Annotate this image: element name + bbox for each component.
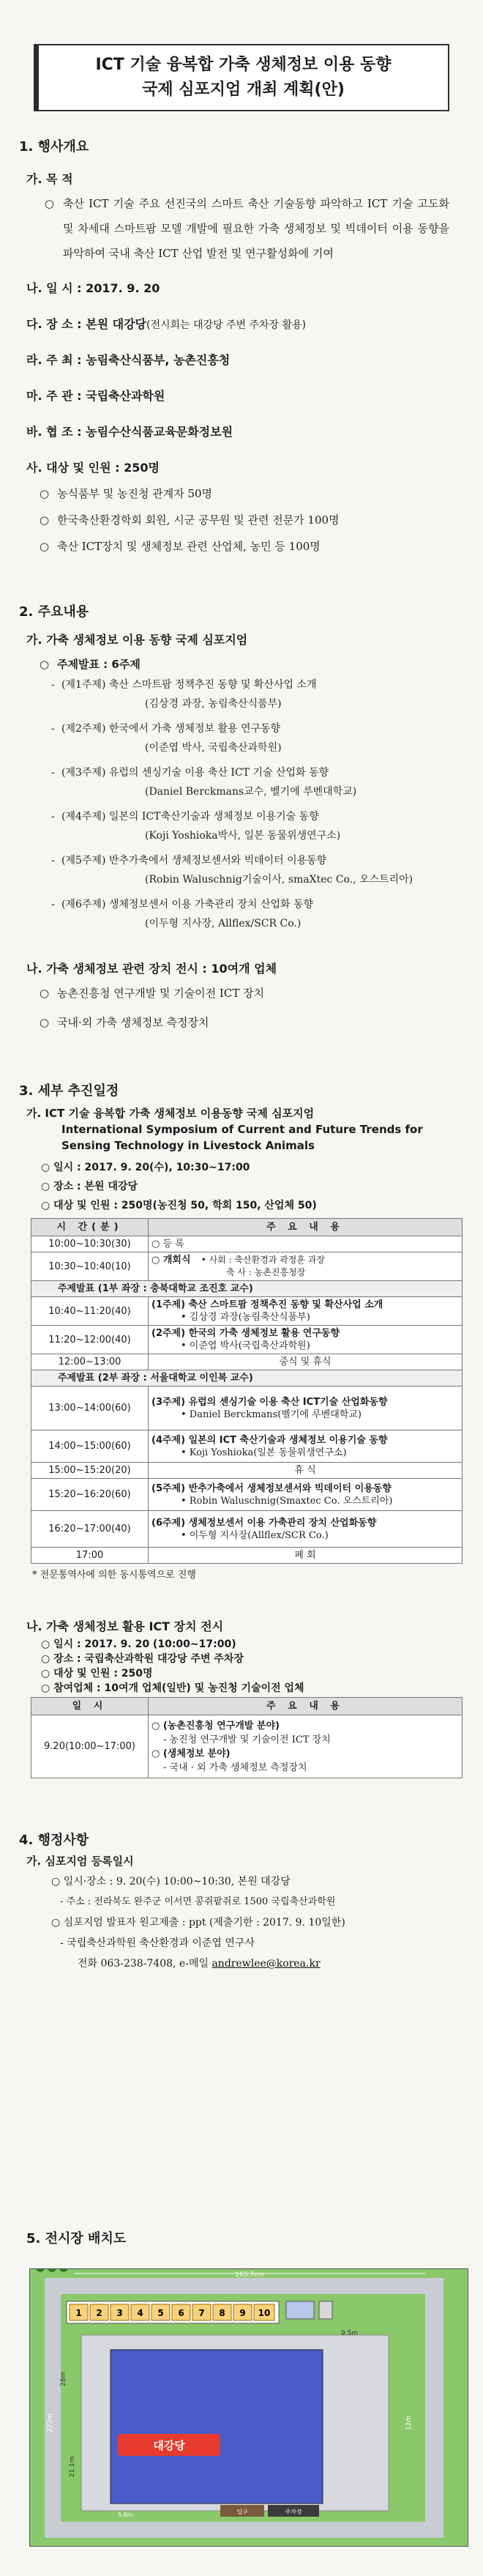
- event-organizer: 마. 주 관 : 국립축산과학원: [26, 389, 165, 403]
- exhibit-audience: ○ 대상 및 인원 : 250명: [41, 1668, 153, 1679]
- hall-label: 대강당: [153, 2439, 185, 2452]
- registration-line-4: - 국립축산과학원 축산환경과 이준엽 연구사: [60, 1937, 255, 1949]
- dim-bottom: 5.6m: [118, 2512, 133, 2518]
- table-row: 10:40~11:20(40) (1주제) 축산 스마트팜 정책추진 동향 및 확산사업 소개 • 김상경 과장(농림축산식품부): [31, 1297, 463, 1326]
- table-row: 10:00~10:30(30) ○ 등 록: [31, 1236, 463, 1252]
- topic-item: - (제5주제) 반추가축에서 생체정보센서와 빅데이터 이용동향: [51, 855, 327, 866]
- booth: [254, 2304, 274, 2320]
- topic-speaker: (김상경 과장, 농림축산식품부): [145, 698, 282, 710]
- svg-text:8: 8: [219, 2308, 225, 2318]
- contact-email-link[interactable]: andrewlee@korea.kr: [211, 1958, 321, 1970]
- entrance-label: 입구: [236, 2509, 248, 2515]
- contact-phone: 전화 063-238-7408, e-메일: [78, 1958, 212, 1970]
- trees: [36, 2269, 68, 2272]
- topic-speaker: (이두형 지사장, Allflex/SCR Co.): [145, 918, 302, 929]
- registration-line-3: ○ 심포지엄 발표자 원고제출 : ppt (제출기한 : 2017. 9. 10일한): [51, 1917, 345, 1929]
- svg-text:7: 7: [198, 2308, 205, 2318]
- table-row: 13:00~14:00(60) (3주제) 유럽의 센싱기술 이용 축산 ICT기술 산업화동향 • Daniel Berckmans(벨기에 루벤대학교): [31, 1387, 463, 1430]
- topic-speaker: (Koji Yoshioka박사, 일본 동물위생연구소): [145, 830, 341, 842]
- registration-line-5: [78, 1953, 464, 1974]
- table-row: 15:00~15:20(20) 휴 식: [31, 1463, 463, 1479]
- place-main: 다. 장 소 : 본원 대강당: [26, 317, 146, 331]
- topic-speaker: (Robin Waluschnig기술이사, smaXtec Co., 오스트리아): [145, 874, 413, 886]
- purpose-label: 가. 목 적: [26, 172, 73, 186]
- left-road: [45, 2278, 61, 2538]
- list-item: ○ 농식품부 및 농진청 관계자 50명: [40, 487, 213, 500]
- section-5-heading: 5. 전시장 배치도: [26, 2231, 127, 2246]
- event-date: 나. 일 시 : 2017. 9. 20: [26, 281, 160, 295]
- svg-text:9: 9: [239, 2308, 246, 2318]
- booth: [111, 2304, 129, 2320]
- event-place: [26, 315, 464, 332]
- booth: [151, 2304, 170, 2320]
- topics-label: ○ 주제발표 : 6주제: [40, 658, 141, 671]
- purpose-block: [19, 191, 464, 266]
- booth: [192, 2304, 211, 2320]
- exhibition-layout-map: [29, 2268, 468, 2547]
- table-session-row: 주제발표 (1부 좌장 : 충북대학교 조진호 교수): [31, 1281, 463, 1297]
- booth: [172, 2304, 190, 2320]
- exhibit-schedule-label: 나. 가축 생체정보 활용 ICT 장치 전시: [26, 1619, 224, 1633]
- right-road: [425, 2278, 443, 2538]
- list-item: ○ 축산 ICT장치 및 생체정보 관련 산업체, 농민 등 100명: [40, 540, 321, 553]
- side-building: [286, 2301, 314, 2319]
- table-note: * 전문통역사에 의한 동시통역으로 진행: [32, 1570, 196, 1581]
- booth: [233, 2304, 252, 2320]
- event-host: 라. 주 최 : 농림축산식품부, 농촌진흥청: [26, 353, 231, 367]
- circle-bullet: ○: [44, 197, 54, 210]
- table-session-row: 주제발표 (2부 좌장 : 서울대학교 이인복 교수): [31, 1370, 463, 1387]
- symposium-title-en-1: International Symposium of Current and Future Trends for: [61, 1123, 423, 1136]
- parking-label: 주차장: [285, 2509, 302, 2515]
- dim-right: 12m: [405, 2415, 413, 2431]
- topic-speaker: (Daniel Berckmans교수, 벨기에 루벤대학교): [145, 786, 357, 798]
- section-3-heading: 3. 세부 추진일정: [19, 1083, 119, 1099]
- exhibit-place: ○ 장소 : 국립축산과학원 대강당 주변 주차장: [41, 1653, 244, 1665]
- purpose-text: 축산 ICT 기술 주요 선진국의 스마트 축산 기술동향 파악하고 ICT 기술 고도화 및 차세대 스마트팜 모델 개발에 필요한 가축 생체정보 및 빅데이터 이용 동향을 파악하여 국내 축산 ICT 산업 발전 및 연구활성화에 기여: [63, 197, 449, 260]
- exhibit-label: 나. 가축 생체정보 관련 장치 전시 : 10여개 업체: [26, 962, 277, 976]
- exhibit-table: [31, 1697, 463, 1778]
- audience-list: [19, 483, 464, 557]
- schedule-table: [31, 1218, 463, 1564]
- booth: [131, 2304, 149, 2320]
- table-row: 17:00 폐 회: [31, 1548, 463, 1564]
- topic-item: - (제4주제) 일본의 ICT축산기술과 생체정보 이용기술 동향: [51, 811, 319, 823]
- list-item: ○ 국내·외 가축 생체정보 측정장치: [40, 1016, 209, 1029]
- svg-text:4: 4: [137, 2308, 143, 2318]
- table-row: 12:00~13:00 중식 및 휴식: [31, 1354, 463, 1370]
- event-sponsor: 바. 협 조 : 농림수산식품교육문화정보원: [26, 425, 233, 439]
- topic-item: - (제1주제) 축산 스마트팜 정책추진 동향 및 확산사업 소개: [51, 679, 317, 691]
- svg-text:5: 5: [157, 2308, 164, 2318]
- booth: [70, 2304, 88, 2320]
- main-hall-building: [111, 2350, 323, 2503]
- column-header-date: 일 시: [31, 1698, 149, 1715]
- table-row: 10:30~10:40(10) ○ 개회식 • 사회 : 축산환경과 곽정훈 과장 축 사 : 농촌진흥청장: [31, 1252, 463, 1281]
- symposium-title-ko: 가. ICT 기술 융복합 가축 생체정보 이용동향 국제 심포지엄: [26, 1107, 315, 1120]
- topic-item: - (제2주제) 한국에서 가축 생체정보 활용 연구동향: [51, 723, 281, 735]
- dim-side-2: 28m: [60, 2371, 67, 2387]
- exhibit-participants: ○ 참여업체 : 10여개 업체(일반) 및 농진청 기술이전 업체: [41, 1682, 304, 1694]
- title-line-2: 국제 심포지엄 개최 계획(안): [142, 81, 345, 99]
- svg-text:6: 6: [178, 2308, 184, 2318]
- column-header-content: 주 요 내 용: [149, 1698, 463, 1715]
- symposium-place: ○ 장소 : 본원 대강당: [41, 1181, 138, 1192]
- place-note: (전시회는 대강당 주변 주차장 활용): [146, 319, 307, 331]
- title-line-1: ICT 기술 융복합 가축 생체정보 이용 동향: [95, 56, 392, 74]
- svg-text:1: 1: [75, 2308, 82, 2318]
- bottom-road: [45, 2522, 443, 2538]
- table-row: 11:20~12:00(40) (2주제) 한국의 가축 생체정보 활용 연구동향 • 이준엽 박사(국립축산과학원): [31, 1326, 463, 1354]
- document-title: [34, 44, 449, 111]
- svg-text:10: 10: [258, 2308, 271, 2318]
- exhibit-list: [19, 982, 464, 1033]
- top-road: [45, 2278, 443, 2294]
- dim-side-1: 272m: [47, 2413, 54, 2432]
- dim-side-3: 21.1m: [69, 2456, 76, 2478]
- symposium-audience: ○ 대상 및 인원 : 250명(농진청 50, 학회 150, 산업체 50): [41, 1200, 317, 1211]
- registration-line-1: ○ 일시·장소 : 9. 20(수) 10:00~10:30, 본원 대강당: [51, 1876, 291, 1888]
- table-header-row: [31, 1219, 463, 1236]
- section-2-heading: 2. 주요내용: [19, 604, 89, 620]
- topic-item: - (제6주제) 생체정보센서 이용 가축관리 장치 산업화 동향: [51, 899, 314, 910]
- svg-text:3: 3: [116, 2308, 123, 2318]
- dim-mid: 9.5m: [341, 2330, 359, 2337]
- booths: [70, 2304, 274, 2320]
- column-header-content: 주 요 내 용: [149, 1219, 463, 1236]
- booth: [213, 2304, 231, 2320]
- table-row: 14:00~15:00(60) (4주제) 일본의 ICT 축산기술과 생체정보 이용기술 동향 • Koji Yoshioka(일본 동물위생연구소): [31, 1430, 463, 1463]
- topic-speaker: (이준엽 박사, 국립축산과학원): [145, 742, 282, 754]
- table-row: 15:20~16:20(60) (5주제) 반추가축에서 생체정보센서와 빅데이터 이용동향 • Robin Waluschnig(Smaxtec Co. 오스트리아): [31, 1479, 463, 1511]
- registration-line-2: - 주소 : 전라북도 완주군 이서면 콩쥐팥쥐로 1500 국립축산과학원: [60, 1896, 336, 1907]
- svg-text:2: 2: [96, 2308, 102, 2318]
- dim-top: 165.7cm: [235, 2271, 264, 2279]
- symposium-date: ○ 일시 : 2017. 9. 20(수), 10:30~17:00: [41, 1162, 250, 1173]
- symposium-title: [26, 1105, 464, 1154]
- list-item: ○ 한국축산환경학회 회원, 시군 공무원 및 관련 전문가 100명: [40, 513, 340, 527]
- exhibit-date: ○ 일시 : 2017. 9. 20 (10:00~17:00): [41, 1638, 236, 1650]
- section-4-heading: 4. 행정사항: [19, 1833, 89, 1848]
- table-row: 16:20~17:00(40) (6주제) 생체정보센서 이용 가축관리 장치 산업화동향 • 이두형 지사장(Allflex/SCR Co.): [31, 1511, 463, 1548]
- symposium-title-en-2: Sensing Technology in Livestock Animals: [61, 1139, 315, 1152]
- column-header-time: 시 간(분): [31, 1219, 149, 1236]
- layout-diagram: [30, 2269, 469, 2547]
- registration-label: 가. 심포지엄 등록일시: [26, 1855, 134, 1868]
- topic-item: - (제3주제) 유럽의 센싱기술 이용 축산 ICT 기술 산업화 동향: [51, 767, 329, 779]
- table-header-row: [31, 1698, 463, 1715]
- booth: [90, 2304, 108, 2320]
- list-item: ○ 농촌진흥청 연구개발 및 기술이전 ICT 장치: [40, 987, 265, 1000]
- side-building: [319, 2301, 332, 2319]
- symposium-label: 가. 가축 생체정보 이용 동향 국제 심포지엄: [26, 633, 248, 647]
- topic-list: [19, 675, 464, 933]
- event-audience: 사. 대상 및 인원 : 250명: [26, 461, 160, 475]
- section-1-heading: 1. 행사개요: [19, 139, 89, 155]
- table-row: 9.20(10:00~17:00) ○ (농촌진흥청 연구개발 분야) - 농진청 연구개발 및 기술이전 ICT 장치 ○ (생체정보 분야) - 국내 · 외 가축 생체정보 측정장치: [31, 1715, 463, 1778]
